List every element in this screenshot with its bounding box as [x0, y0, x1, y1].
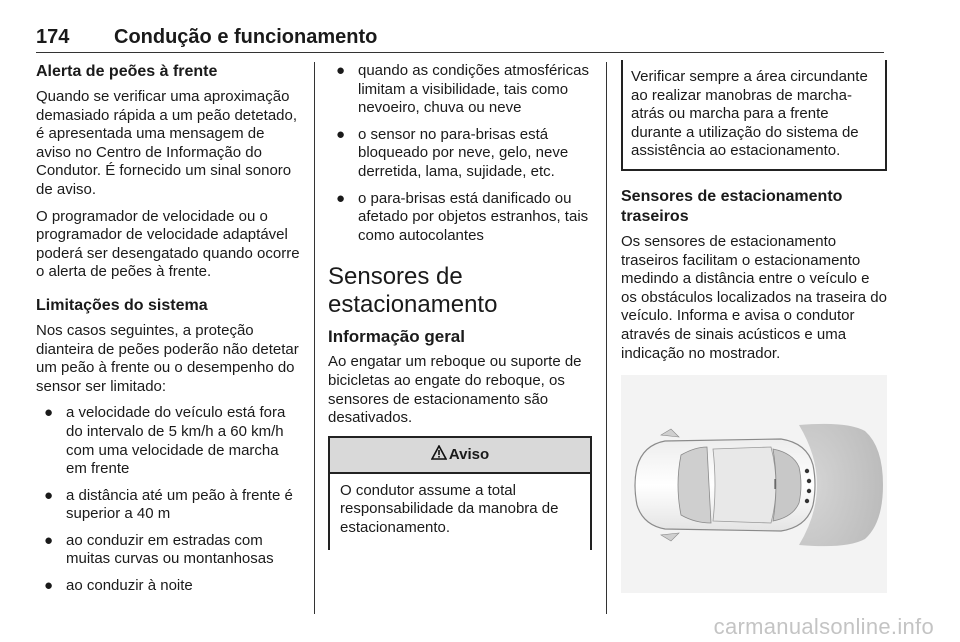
watermark-text: carmanualsonline.info — [713, 614, 934, 639]
parking-sensor-dot — [807, 479, 811, 483]
list-item: ● a velocidade do veículo está fora do intervalo de 5 km/h a 60 km/h com uma velocidade de marcha em frente — [44, 404, 286, 478]
warning-triangle-icon — [431, 445, 447, 464]
section-heading-rear-sensors: Sensores de estacionamento traseiros — [621, 187, 843, 225]
section-heading-pedestrian-alert: Alerta de peões à frente — [36, 63, 218, 80]
column-left — [36, 62, 300, 604]
paragraph: Quando se verificar uma aproximação demasiado rápida a um peão detetado, é apresentada uma mensagem de aviso no Centro de Informação do Condutor. É fornecido um sinal sonoro de aviso. — [36, 88, 298, 198]
paragraph: Os sensores de estacionamento traseiros facilitam o estacionamento medindo a distância entre o veículo e os obstáculos localizados na traseira do veículo. Informa e avisa o condutor através de sinais acústicos e uma indicação no mostrador. — [621, 232, 887, 362]
chapter-heading-parking-sensors: Sensores de estacionamento — [328, 263, 498, 319]
bullet-icon: ● — [336, 62, 346, 79]
parking-sensor-dot — [805, 469, 809, 473]
list-item: ● o sensor no para-brisas está bloqueado por neve, gelo, neve derretida, lama, sujidade, etc. — [336, 125, 569, 180]
warning-box-title: Aviso — [448, 446, 490, 464]
section-heading-system-limits: Limitações do sistema — [36, 296, 208, 314]
car-windshield — [678, 447, 711, 523]
page-title: Condução e funcionamento — [114, 26, 378, 48]
column-divider — [606, 62, 607, 614]
bullet-icon: ● — [336, 189, 346, 207]
column-middle — [328, 62, 592, 550]
paragraph: O programador de velocidade ou o programador de velocidade adaptável poderá ser desengatado quando ocorre o alerta de peões à frente. — [36, 207, 300, 281]
bullet-icon: ● — [44, 404, 54, 422]
warning-text: O condutor assume a total responsabilidade da manobra de estacionamento. — [340, 481, 559, 536]
car-roof — [713, 447, 776, 523]
warning-box-body — [330, 474, 590, 546]
warning-box — [328, 436, 592, 550]
note-box — [621, 60, 887, 171]
note-text: Verificar sempre a área circundante ao realizar manobras de marcha-atrás ou marcha para a frente durante a utilização do sistema de assistência ao estacionamento. — [631, 68, 868, 160]
bullet-list — [328, 62, 592, 245]
list-item: ● a distância até um peão à frente é superior a 40 m — [44, 486, 293, 523]
list-item: ● ao conduzir em estradas com muitas curvas ou montanhosas — [44, 531, 274, 568]
page-header — [36, 22, 884, 53]
car-top-view-illustration — [621, 375, 887, 593]
paragraph: Ao engatar um reboque ou suporte de bicicletas ao engate do reboque, os sensores de estacionamento são desativados. — [328, 353, 582, 427]
parking-sensor-dot — [805, 499, 809, 503]
column-right — [621, 62, 887, 593]
bullet-icon: ● — [44, 531, 54, 549]
parking-sensor-dot — [807, 489, 811, 493]
bullet-icon: ● — [44, 577, 54, 595]
bullet-icon: ● — [44, 486, 54, 504]
warning-box-header — [330, 438, 590, 474]
bullet-icon: ● — [336, 125, 346, 143]
list-item: ● quando as condições atmosféricas limitam a visibilidade, tais como nevoeiro, chuva ou neve — [336, 62, 589, 117]
page-number: 174 — [36, 26, 70, 48]
column-divider — [314, 62, 315, 614]
bullet-list — [36, 404, 300, 595]
rear-parking-sensor-illustration — [621, 375, 887, 593]
list-item: ● ao conduzir à noite — [44, 577, 193, 595]
section-heading-general-info: Informação geral — [328, 327, 465, 347]
paragraph: Nos casos seguintes, a proteção dianteira de peões poderão não detetar um peão à frente ou o desempenho do sensor ser limitado: — [36, 321, 299, 395]
list-item: ● o para-brisas está danificado ou afetado por objetos estranhos, tais como autocolantes — [336, 189, 589, 244]
